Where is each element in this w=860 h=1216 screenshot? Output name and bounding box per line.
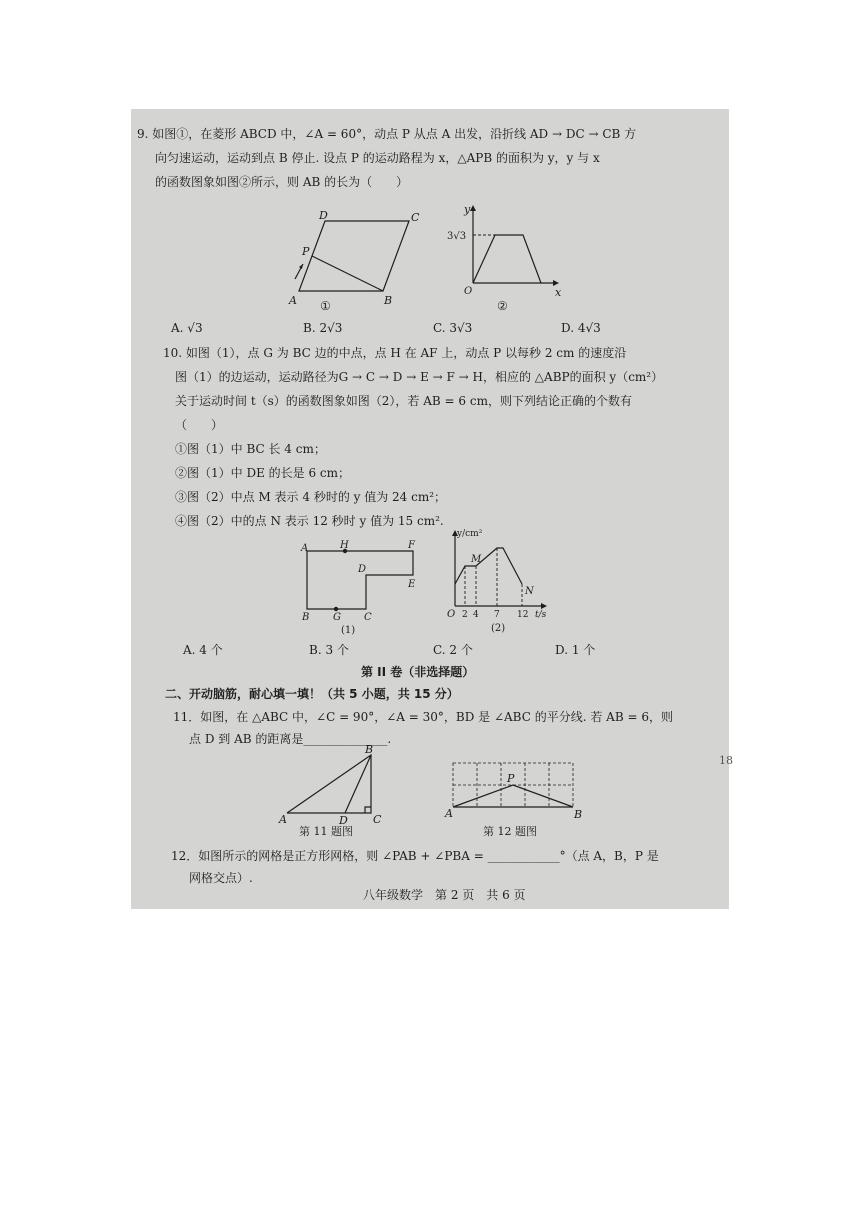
q10-tick-12: 12 (517, 610, 529, 619)
q9-fig1-caption: ① (320, 299, 331, 313)
q12-label-b: B (574, 808, 583, 821)
q11-label-b: B (365, 743, 374, 756)
q12-caption: 第 12 题图 (483, 825, 537, 838)
q10-line-3: 关于运动时间 t（s）的函数图象如图（2），若 AB = 6 cm，则下列结论正确的个数有 (175, 394, 632, 408)
q10-tick-2: 2 (462, 610, 468, 619)
q10-option-d: D. 1 个 (555, 643, 596, 657)
q9-rhombus-figure (281, 207, 421, 317)
page-footer: 八年级数学 第 2 页 共 6 页 (363, 888, 526, 902)
q10-item-1: ①图（1）中 BC 长 4 cm； (175, 442, 326, 456)
q10-item-3: ③图（2）中点 M 表示 4 秒时的 y 值为 24 cm²； (175, 490, 447, 504)
q9-fig2-caption: ② (497, 299, 508, 313)
q9-line-1: 9. 如图①，在菱形 ABCD 中，∠A = 60°，动点 P 从点 A 出发，沿折线 AD → DC → CB 方 (137, 127, 637, 141)
q10-line-1: 10. 如图（1），点 G 为 BC 边的中点，点 H 在 AF 上，动点 P 以每秒 2 cm 的速度沿 (163, 346, 627, 360)
q9-function-graph (437, 201, 567, 306)
q12-label-a: A (445, 807, 453, 820)
q10-tick-4: 4 (473, 610, 479, 619)
exam-page (131, 109, 729, 909)
q10-label-m: M (471, 554, 482, 565)
q12-label-p: P (507, 772, 515, 785)
q9-option-b: B. 2√3 (303, 321, 343, 335)
q11-triangle-figure (275, 743, 387, 825)
q10-origin-label: O (447, 609, 456, 619)
q11-caption: 第 11 题图 (299, 825, 353, 838)
q9-label-c: C (411, 211, 420, 224)
q11-line-2: 点 D 到 AB 的距离是______________. (189, 732, 392, 746)
q10-x-axis-label: t/s (535, 610, 547, 619)
q10-label-c: C (364, 612, 372, 621)
q9-label-d: D (319, 209, 328, 222)
q11-label-d: D (339, 814, 348, 825)
q10-item-2: ②图（1）中 DE 的长是 6 cm； (175, 466, 351, 480)
q11-label-c: C (373, 813, 382, 825)
q11-line-1: 11．如图，在 △ABC 中，∠C = 90°，∠A = 30°，BD 是 ∠ABC 的平分线. 若 AB = 6，则 (173, 710, 673, 724)
q10-function-graph (437, 524, 567, 619)
q9-option-c: C. 3√3 (433, 321, 473, 335)
q10-fig1-caption: (1) (341, 625, 356, 636)
q9-label-a: A (289, 294, 297, 307)
q9-line-3: 的函数图象如图②所示，则 AB 的长为（ ） (155, 175, 409, 189)
side-page-mark: 18 (719, 754, 733, 767)
q9-y-tick: 3√3 (447, 231, 467, 242)
q10-label-h: H (340, 540, 349, 551)
q10-label-n: N (525, 586, 534, 597)
q10-label-b: B (302, 612, 310, 621)
q10-y-axis-label: y/cm² (457, 529, 483, 539)
q10-line-2: 图（1）的边运动，运动路径为G → C → D → E → F → H，相应的 △ABP的面积 y（cm²） (175, 370, 664, 384)
q9-option-a: A. √3 (171, 321, 203, 335)
q10-line-4: （ ） (175, 418, 224, 432)
q10-label-f: F (408, 540, 415, 551)
q10-option-a: A. 4 个 (183, 643, 223, 657)
q10-fig2-caption: (2) (491, 623, 506, 634)
q9-x-axis-label: x (555, 286, 562, 299)
q9-option-d: D. 4√3 (561, 321, 601, 335)
q11-label-a: A (279, 813, 287, 825)
q10-label-a: A (301, 543, 309, 554)
q12-grid-figure (443, 751, 583, 821)
q10-label-g: G (333, 612, 341, 621)
q10-option-b: B. 3 个 (309, 643, 349, 657)
q10-item-4: ④图（2）中的点 N 表示 12 秒时 y 值为 15 cm². (175, 514, 444, 528)
q9-y-axis-label: y (464, 203, 471, 216)
q9-label-p: P (302, 245, 310, 258)
q10-option-c: C. 2 个 (433, 643, 473, 657)
q9-origin-label: O (464, 286, 473, 297)
q10-label-d: D (358, 564, 367, 575)
part-heading: 二、开动脑筋，耐心填一填！（共 5 小题，共 15 分） (165, 687, 459, 701)
q9-line-2: 向匀速运动，运动到点 B 停止. 设点 P 的运动路程为 x，△APB 的面积为 y，y 与 x (155, 151, 600, 165)
section-title: 第 II 卷（非选择题） (361, 665, 475, 679)
q10-label-e: E (408, 579, 416, 590)
q10-tick-7: 7 (494, 610, 500, 619)
q12-line-1: 12．如图所示的网格是正方形网格，则 ∠PAB + ∠PBA = ____________°（点 A，B，P 是 (171, 849, 659, 863)
q9-label-b: B (384, 294, 393, 307)
q10-shape-figure (297, 539, 427, 621)
q12-line-2: 网格交点）. (189, 871, 253, 885)
